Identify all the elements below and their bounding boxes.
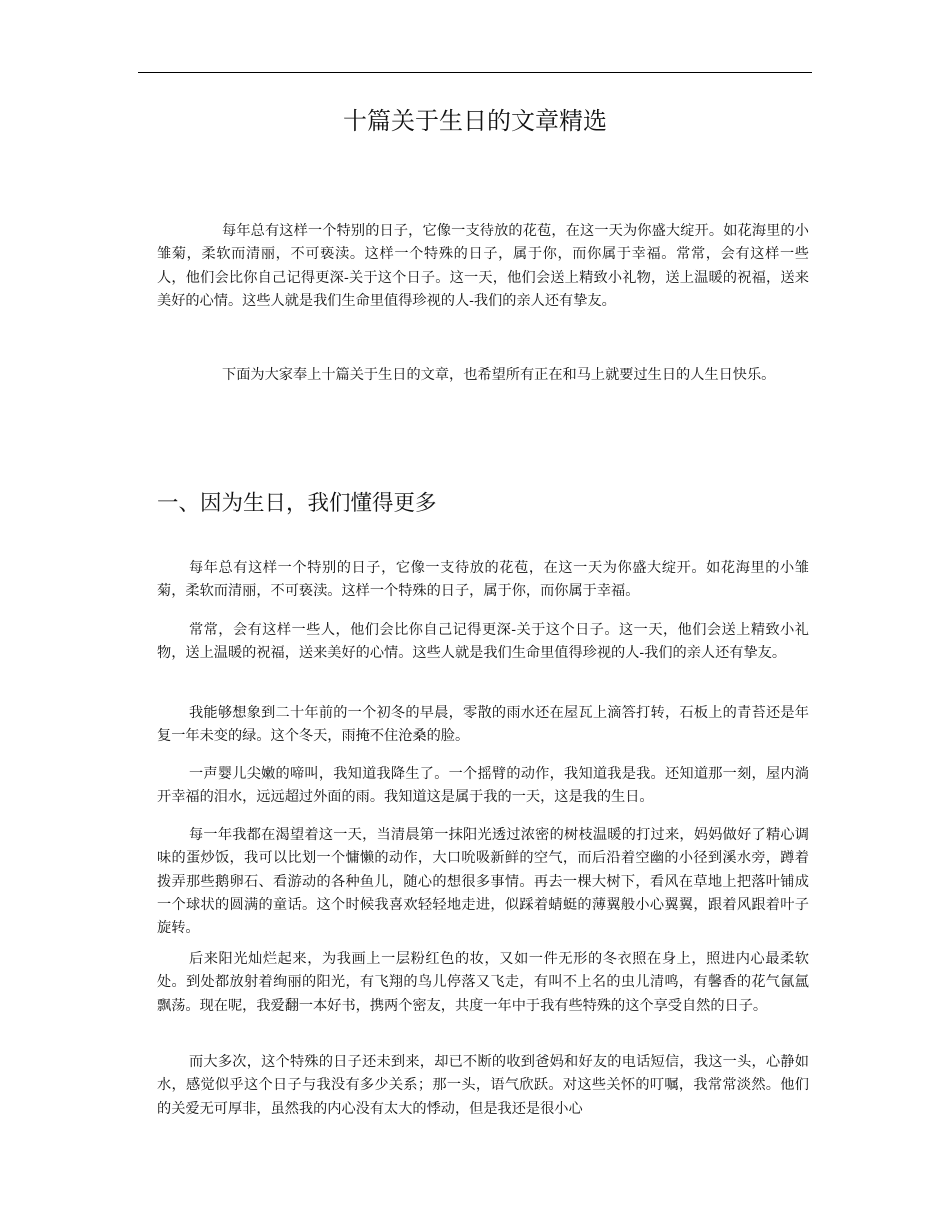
section1-paragraph-5: 每一年我都在渴望着这一天，当清晨第一抹阳光透过浓密的树枝温暖的打过来，妈妈做好了精心调味的蛋炒饭，我可以比划一个慵懒的动作，大口吮吸新鲜的空气，而后沿着空幽的小径到溪水旁，蹲着拨弄那些鹅卵石、看游动的各种鱼儿，随心的想很多事情。再去一棵大树下，看风在草地上把落叶铺成一个球状的圆满的童话。这个时候我喜欢轻轻地走进，似踩着蜻蜓的薄翼般小心翼翼，跟着风跟着叶子旋转。 [157, 827, 809, 937]
section1-paragraph-2: 常常，会有这样一些人，他们会比你自己记得更深-关于这个日子。这一天，他们会送上精致小礼物，送上温暖的祝福，送来美好的心情。这些人就是我们生命里值得珍视的人-我们的亲人还有挚友。 [157, 622, 809, 662]
section1-paragraph-4: 一声婴儿尖嫩的啼叫，我知道我降生了。一个摇臂的动作，我知道我是我。还知道那一刻，屋内淌开幸福的泪水，远远超过外面的雨。我知道这是属于我的一天，这是我的生日。 [157, 766, 809, 806]
section1-paragraph-7: 而大多次，这个特殊的日子还未到来，却已不断的收到爸妈和好友的电话短信，我这一头，心静如水，感觉似乎这个日子与我没有多少关系；那一头，语气欣跃。对这些关怀的叮嘱，我常常淡然。他们的关爱无可厚非，虽然我的内心没有太大的悸动，但是我还是很小心 [157, 1054, 809, 1117]
section-heading-1: 一、因为生日，我们懂得更多 [157, 491, 437, 516]
header-rule [138, 72, 812, 73]
intro-paragraph-2: 下面为大家奉上十篇关于生日的文章，也希望所有正在和马上就要过生日的人生日快乐。 [222, 367, 776, 383]
section1-paragraph-6: 后来阳光灿烂起来，为我画上一层粉红色的妆，又如一件无形的冬衣照在身上，照进内心最柔软处。到处都放射着绚丽的阳光，有飞翔的鸟儿停落又飞走，有叫不上名的虫儿清鸣，有馨香的花气氤氲飘荡。现在呢，我爱翻一本好书，携两个密友，共度一年中于我有些特殊的这个享受自然的日子。 [157, 951, 809, 1014]
section1-paragraph-3: 我能够想象到二十年前的一个初冬的早晨，零散的雨水还在屋瓦上滴答打转，石板上的青苔还是年复一年未变的绿。这个冬天，雨掩不住沧桑的脸。 [157, 705, 809, 745]
section1-paragraph-1: 每年总有这样一个特别的日子，它像一支待放的花苞，在这一天为你盛大绽开。如花海里的小雏菊，柔软而清丽，不可亵渎。这样一个特殊的日子，属于你，而你属于幸福。 [157, 560, 809, 600]
document-title: 十篇关于生日的文章精选 [343, 107, 607, 135]
intro-paragraph-1: 每年总有这样一个特别的日子，它像一支待放的花苞，在这一天为你盛大绽开。如花海里的小雏菊，柔软而清丽，不可亵渎。这样一个特殊的日子，属于你，而你属于幸福。常常，会有这样一些人，他们会比你自己记得更深-关于这个日子。这一天，他们会送上精致小礼物，送上温暖的祝福，送来美好的心情。这些人就是我们生命里值得珍视的人-我们的亲人还有挚友。 [157, 223, 809, 309]
